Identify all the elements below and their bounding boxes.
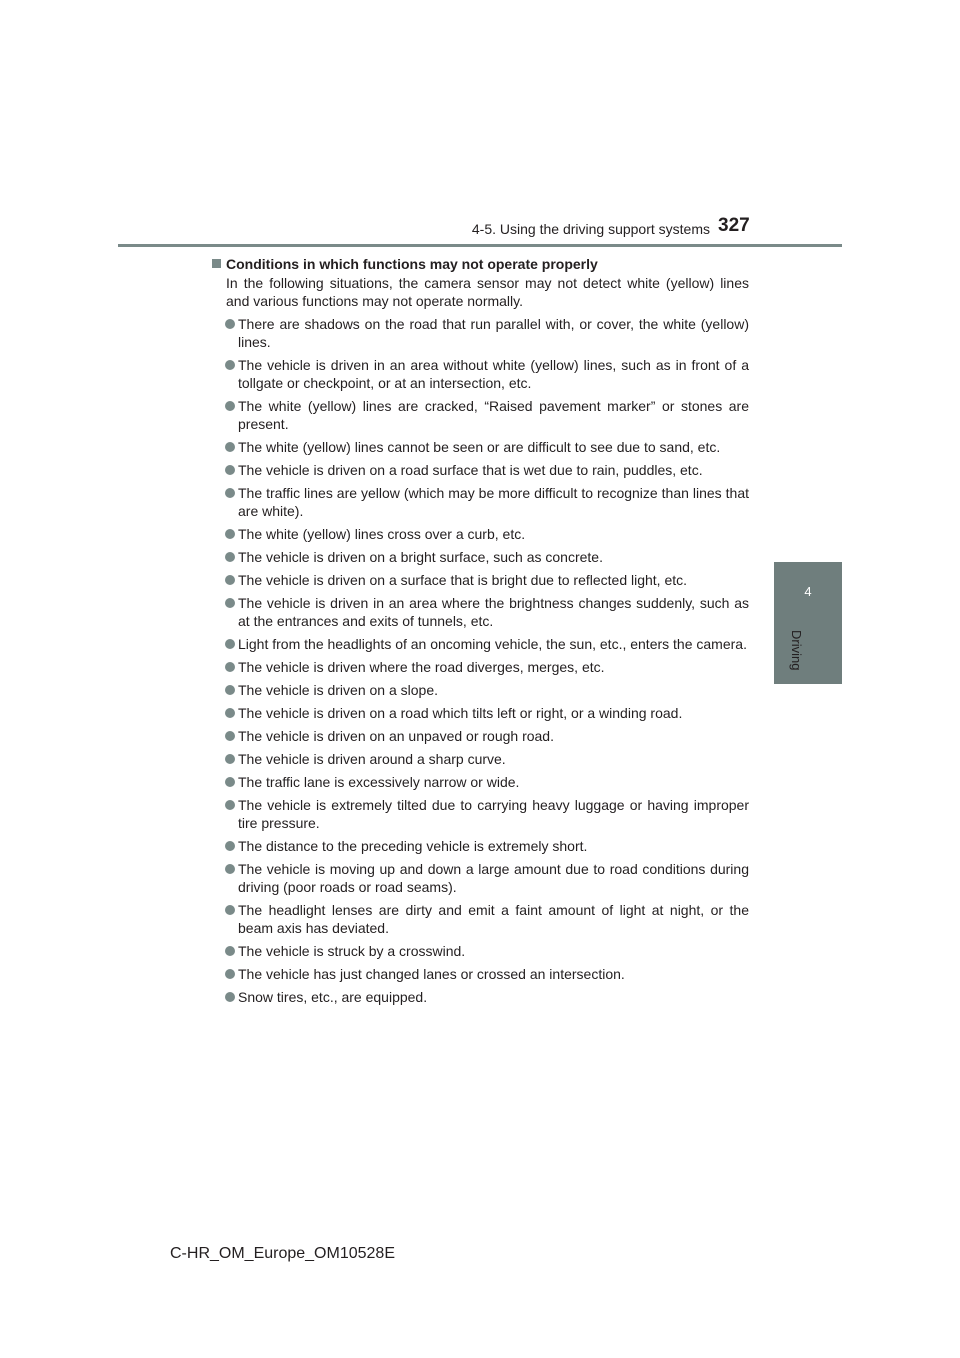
list-item bbox=[212, 397, 749, 433]
list-item bbox=[212, 965, 749, 983]
list-item-text: The vehicle is driven on a slope. bbox=[238, 682, 438, 698]
list-item bbox=[212, 704, 749, 722]
list-item-text: There are shadows on the road that run parallel with, or cover, the white (yellow) lines. bbox=[238, 316, 749, 350]
list-item bbox=[212, 594, 749, 630]
list-item bbox=[212, 837, 749, 855]
list-item bbox=[212, 988, 749, 1006]
header-section-title: 4-5. Using the driving support systems bbox=[471, 221, 710, 237]
list-item-text: The vehicle is driven on a bright surface, such as concrete. bbox=[238, 549, 603, 565]
circle-bullet-icon bbox=[225, 946, 235, 956]
list-item bbox=[212, 484, 749, 520]
circle-bullet-icon bbox=[225, 777, 235, 787]
list-item-text: The vehicle is driven on a surface that is bright due to reflected light, etc. bbox=[238, 572, 688, 588]
circle-bullet-icon bbox=[225, 662, 235, 672]
list-item bbox=[212, 438, 749, 456]
list-item bbox=[212, 901, 749, 937]
list-item bbox=[212, 681, 749, 699]
circle-bullet-icon bbox=[225, 708, 235, 718]
list-item bbox=[212, 548, 749, 566]
list-item-text: The vehicle is struck by a crosswind. bbox=[238, 943, 466, 959]
list-item bbox=[212, 860, 749, 896]
list-item-text: The vehicle is driven around a sharp curve. bbox=[238, 751, 506, 767]
intro-paragraph: In the following situations, the camera sensor may not detect white (yellow) lines and various functions may not operate normally. bbox=[226, 275, 749, 309]
circle-bullet-icon bbox=[225, 465, 235, 475]
circle-bullet-icon bbox=[225, 401, 235, 411]
list-item-text: The white (yellow) lines cannot be seen or are difficult to see due to sand, etc. bbox=[238, 439, 721, 455]
list-item bbox=[212, 750, 749, 768]
circle-bullet-icon bbox=[225, 598, 235, 608]
chapter-number: 4 bbox=[804, 584, 812, 599]
list-item-text: The headlight lenses are dirty and emit a faint amount of light at night, or the beam axis has deviated. bbox=[238, 902, 749, 936]
main-content bbox=[212, 255, 752, 1011]
list-item-text: The traffic lane is excessively narrow or wide. bbox=[238, 774, 520, 790]
list-item bbox=[212, 658, 749, 676]
document-id: C-HR_OM_Europe_OM10528E bbox=[170, 1245, 395, 1262]
circle-bullet-icon bbox=[225, 841, 235, 851]
list-item bbox=[212, 796, 749, 832]
list-item bbox=[212, 461, 749, 479]
circle-bullet-icon bbox=[225, 442, 235, 452]
circle-bullet-icon bbox=[225, 969, 235, 979]
list-item-text: The vehicle is extremely tilted due to carrying heavy luggage or having improper tire pressure. bbox=[238, 797, 749, 831]
list-item-text: The vehicle is driven on a road which tilts left or right, or a winding road. bbox=[238, 705, 683, 721]
header-rule bbox=[118, 244, 842, 247]
list-item bbox=[212, 942, 749, 960]
list-item bbox=[212, 635, 749, 653]
list-item bbox=[212, 571, 749, 589]
list-item-text: The vehicle is driven in an area where the brightness changes suddenly, such as at the entrances and exits of tunnels, etc. bbox=[238, 595, 749, 629]
chapter-tab bbox=[774, 562, 842, 684]
list-item-text: Light from the headlights of an oncoming vehicle, the sun, etc., enters the camera. bbox=[238, 636, 747, 652]
section-title-text: Conditions in which functions may not operate properly bbox=[226, 256, 598, 272]
list-item bbox=[212, 356, 749, 392]
circle-bullet-icon bbox=[225, 731, 235, 741]
list-item-text: The vehicle is driven on an unpaved or rough road. bbox=[238, 728, 554, 744]
list-item bbox=[212, 315, 749, 351]
list-item-text: The vehicle is driven in an area without white (yellow) lines, such as in front of a tollgate or checkpoint, or at an intersection, etc. bbox=[238, 357, 749, 391]
chapter-label: Driving bbox=[789, 630, 804, 671]
list-item-text: The white (yellow) lines are cracked, “Raised pavement marker” or stones are present. bbox=[238, 398, 749, 432]
list-item-text: The traffic lines are yellow (which may be more difficult to recognize than lines that are white). bbox=[238, 485, 749, 519]
circle-bullet-icon bbox=[225, 685, 235, 695]
circle-bullet-icon bbox=[225, 488, 235, 498]
circle-bullet-icon bbox=[225, 992, 235, 1002]
square-bullet-icon bbox=[212, 259, 221, 268]
list-item bbox=[212, 525, 749, 543]
page-number: 327 bbox=[718, 215, 750, 236]
list-item bbox=[212, 727, 749, 745]
list-item-text: The distance to the preceding vehicle is extremely short. bbox=[238, 838, 588, 854]
list-item bbox=[212, 773, 749, 791]
circle-bullet-icon bbox=[225, 552, 235, 562]
circle-bullet-icon bbox=[225, 800, 235, 810]
list-item-text: Snow tires, etc., are equipped. bbox=[238, 989, 428, 1005]
circle-bullet-icon bbox=[225, 575, 235, 585]
circle-bullet-icon bbox=[225, 864, 235, 874]
list-item-text: The vehicle is driven on a road surface that is wet due to rain, puddles, etc. bbox=[238, 462, 703, 478]
list-item-text: The vehicle has just changed lanes or crossed an intersection. bbox=[238, 966, 625, 982]
section-title bbox=[212, 255, 752, 273]
circle-bullet-icon bbox=[225, 529, 235, 539]
circle-bullet-icon bbox=[225, 754, 235, 764]
list-item-text: The vehicle is moving up and down a large amount due to road conditions during driving (poor roads or road seams). bbox=[238, 861, 749, 895]
list-item-text: The vehicle is driven where the road diverges, merges, etc. bbox=[238, 659, 605, 675]
condition-list bbox=[212, 315, 752, 1006]
circle-bullet-icon bbox=[225, 319, 235, 329]
list-item-text: The white (yellow) lines cross over a curb, etc. bbox=[238, 526, 526, 542]
circle-bullet-icon bbox=[225, 905, 235, 915]
circle-bullet-icon bbox=[225, 639, 235, 649]
circle-bullet-icon bbox=[225, 360, 235, 370]
